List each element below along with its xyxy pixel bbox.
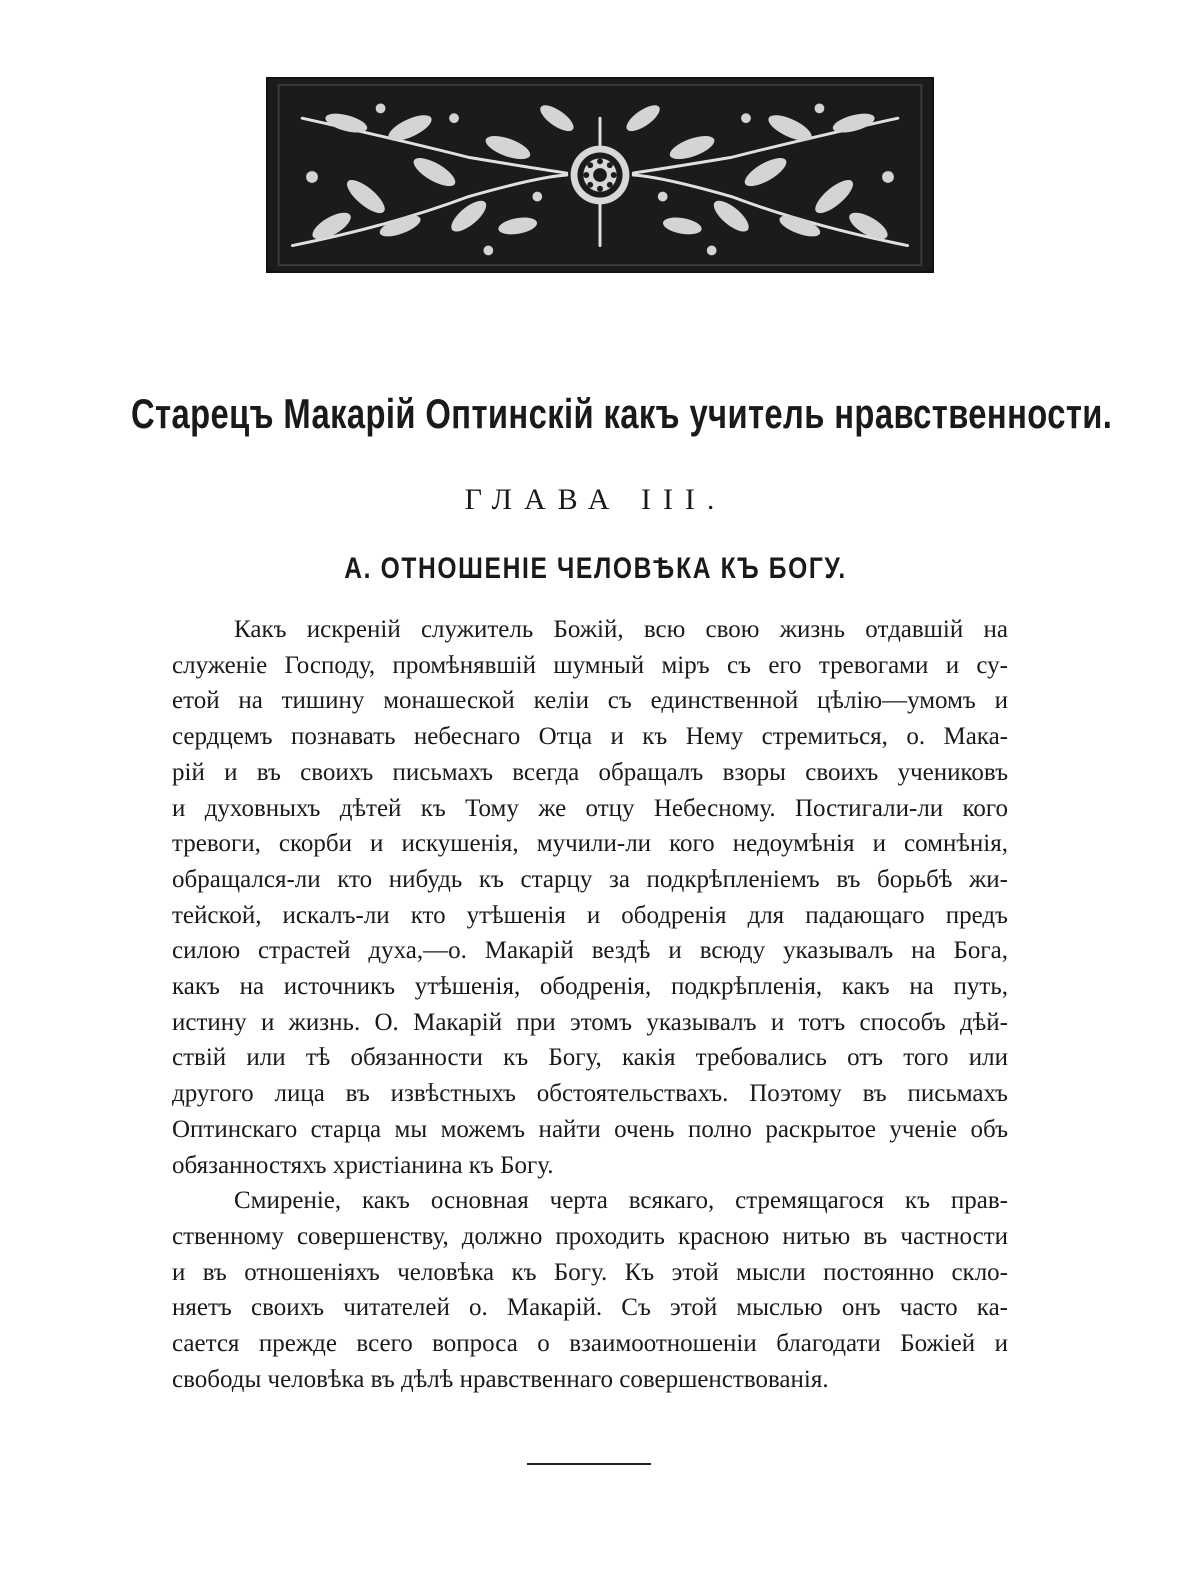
text-line: истину и жизнь. О. Макарій при этомъ указывалъ и тотъ способъ дѣй- [172, 1008, 1008, 1036]
floral-ornament-banner [266, 77, 934, 273]
text-line: няетъ своихъ читателей о. Макарій. Съ этой мыслью онъ часто ка- [172, 1294, 1008, 1322]
text-line: сердцемъ познавать небеснаго Отца и къ Нему стремиться, о. Мака- [172, 723, 1008, 751]
text-line: сается прежде всего вопроса о взаимоотношеніи благодати Божіей и [172, 1330, 1008, 1358]
end-divider [527, 1463, 651, 1465]
text-line: служеніе Господу, промѣнявшій шумный міръ съ его тревогами и су- [172, 651, 1008, 679]
text-line: другого лица въ извѣстныхъ обстоятельствахъ. Поэтому въ письмахъ [172, 1080, 1008, 1108]
text-line: Оптинскаго старца мы можемъ найти очень полно раскрытое ученіе объ [172, 1115, 1008, 1143]
text-line: ственному совершенству, должно проходить красною нитью въ частности [172, 1222, 1008, 1250]
floral-ornament-icon [268, 79, 932, 271]
text-line: и въ отношеніяхъ человѣка къ Богу. Къ этой мысли постоянно скло- [172, 1258, 1008, 1286]
text-line: тревоги, скорби и искушенія, мучили-ли кого недоумѣнія и сомнѣнія, [172, 830, 1008, 858]
text-line: Какъ искреній служитель Божій, всю свою жизнь отдавшій на [234, 616, 1008, 643]
text-line: Смиреніе, какъ основная черта всякаго, стремящагося къ прав- [234, 1187, 1008, 1215]
body-text [172, 612, 1008, 1397]
paragraph-1 [172, 612, 1008, 1183]
paragraph-2 [172, 1183, 1008, 1397]
section-heading: А. ОТНОШЕНІЕ ЧЕЛОВѢКА КЪ БОГУ. [344, 552, 847, 585]
text-line: свободы человѣка въ дѣлѣ нравственнаго совершенствованія. [172, 1365, 829, 1393]
text-line: етой на тишину монашеской келіи съ единственной цѣлію—умомъ и [172, 687, 1008, 715]
text-line: силою страстей духа,—о. Макарій вездѣ и всюду указывалъ на Бога, [172, 937, 1008, 965]
text-line: рій и въ своихъ письмахъ всегда обращалъ взоры своихъ учениковъ [172, 758, 1008, 786]
text-line: какъ на источникъ утѣшенія, ободренія, подкрѣпленія, какъ на путь, [172, 973, 1008, 1001]
text-line: ствій или тѣ обязанности къ Богу, какія требовались отъ того или [172, 1044, 1008, 1072]
text-line: тейской, искалъ-ли кто утѣшенія и ободренія для падающаго предъ [172, 901, 1008, 929]
text-line: обращался-ли кто нибудь къ старцу за подкрѣпленіемъ въ борьбѣ жи- [172, 865, 1008, 893]
text-line: обязанностяхъ христіанина къ Богу. [172, 1151, 554, 1179]
article-title: Старецъ Макарій Оптинскій какъ учитель нравственности. [131, 390, 1113, 437]
text-line: и духовныхъ дѣтей къ Тому же отцу Небесному. Постигали-ли кого [172, 794, 1008, 822]
chapter-heading: ГЛАВА III. [464, 483, 727, 516]
